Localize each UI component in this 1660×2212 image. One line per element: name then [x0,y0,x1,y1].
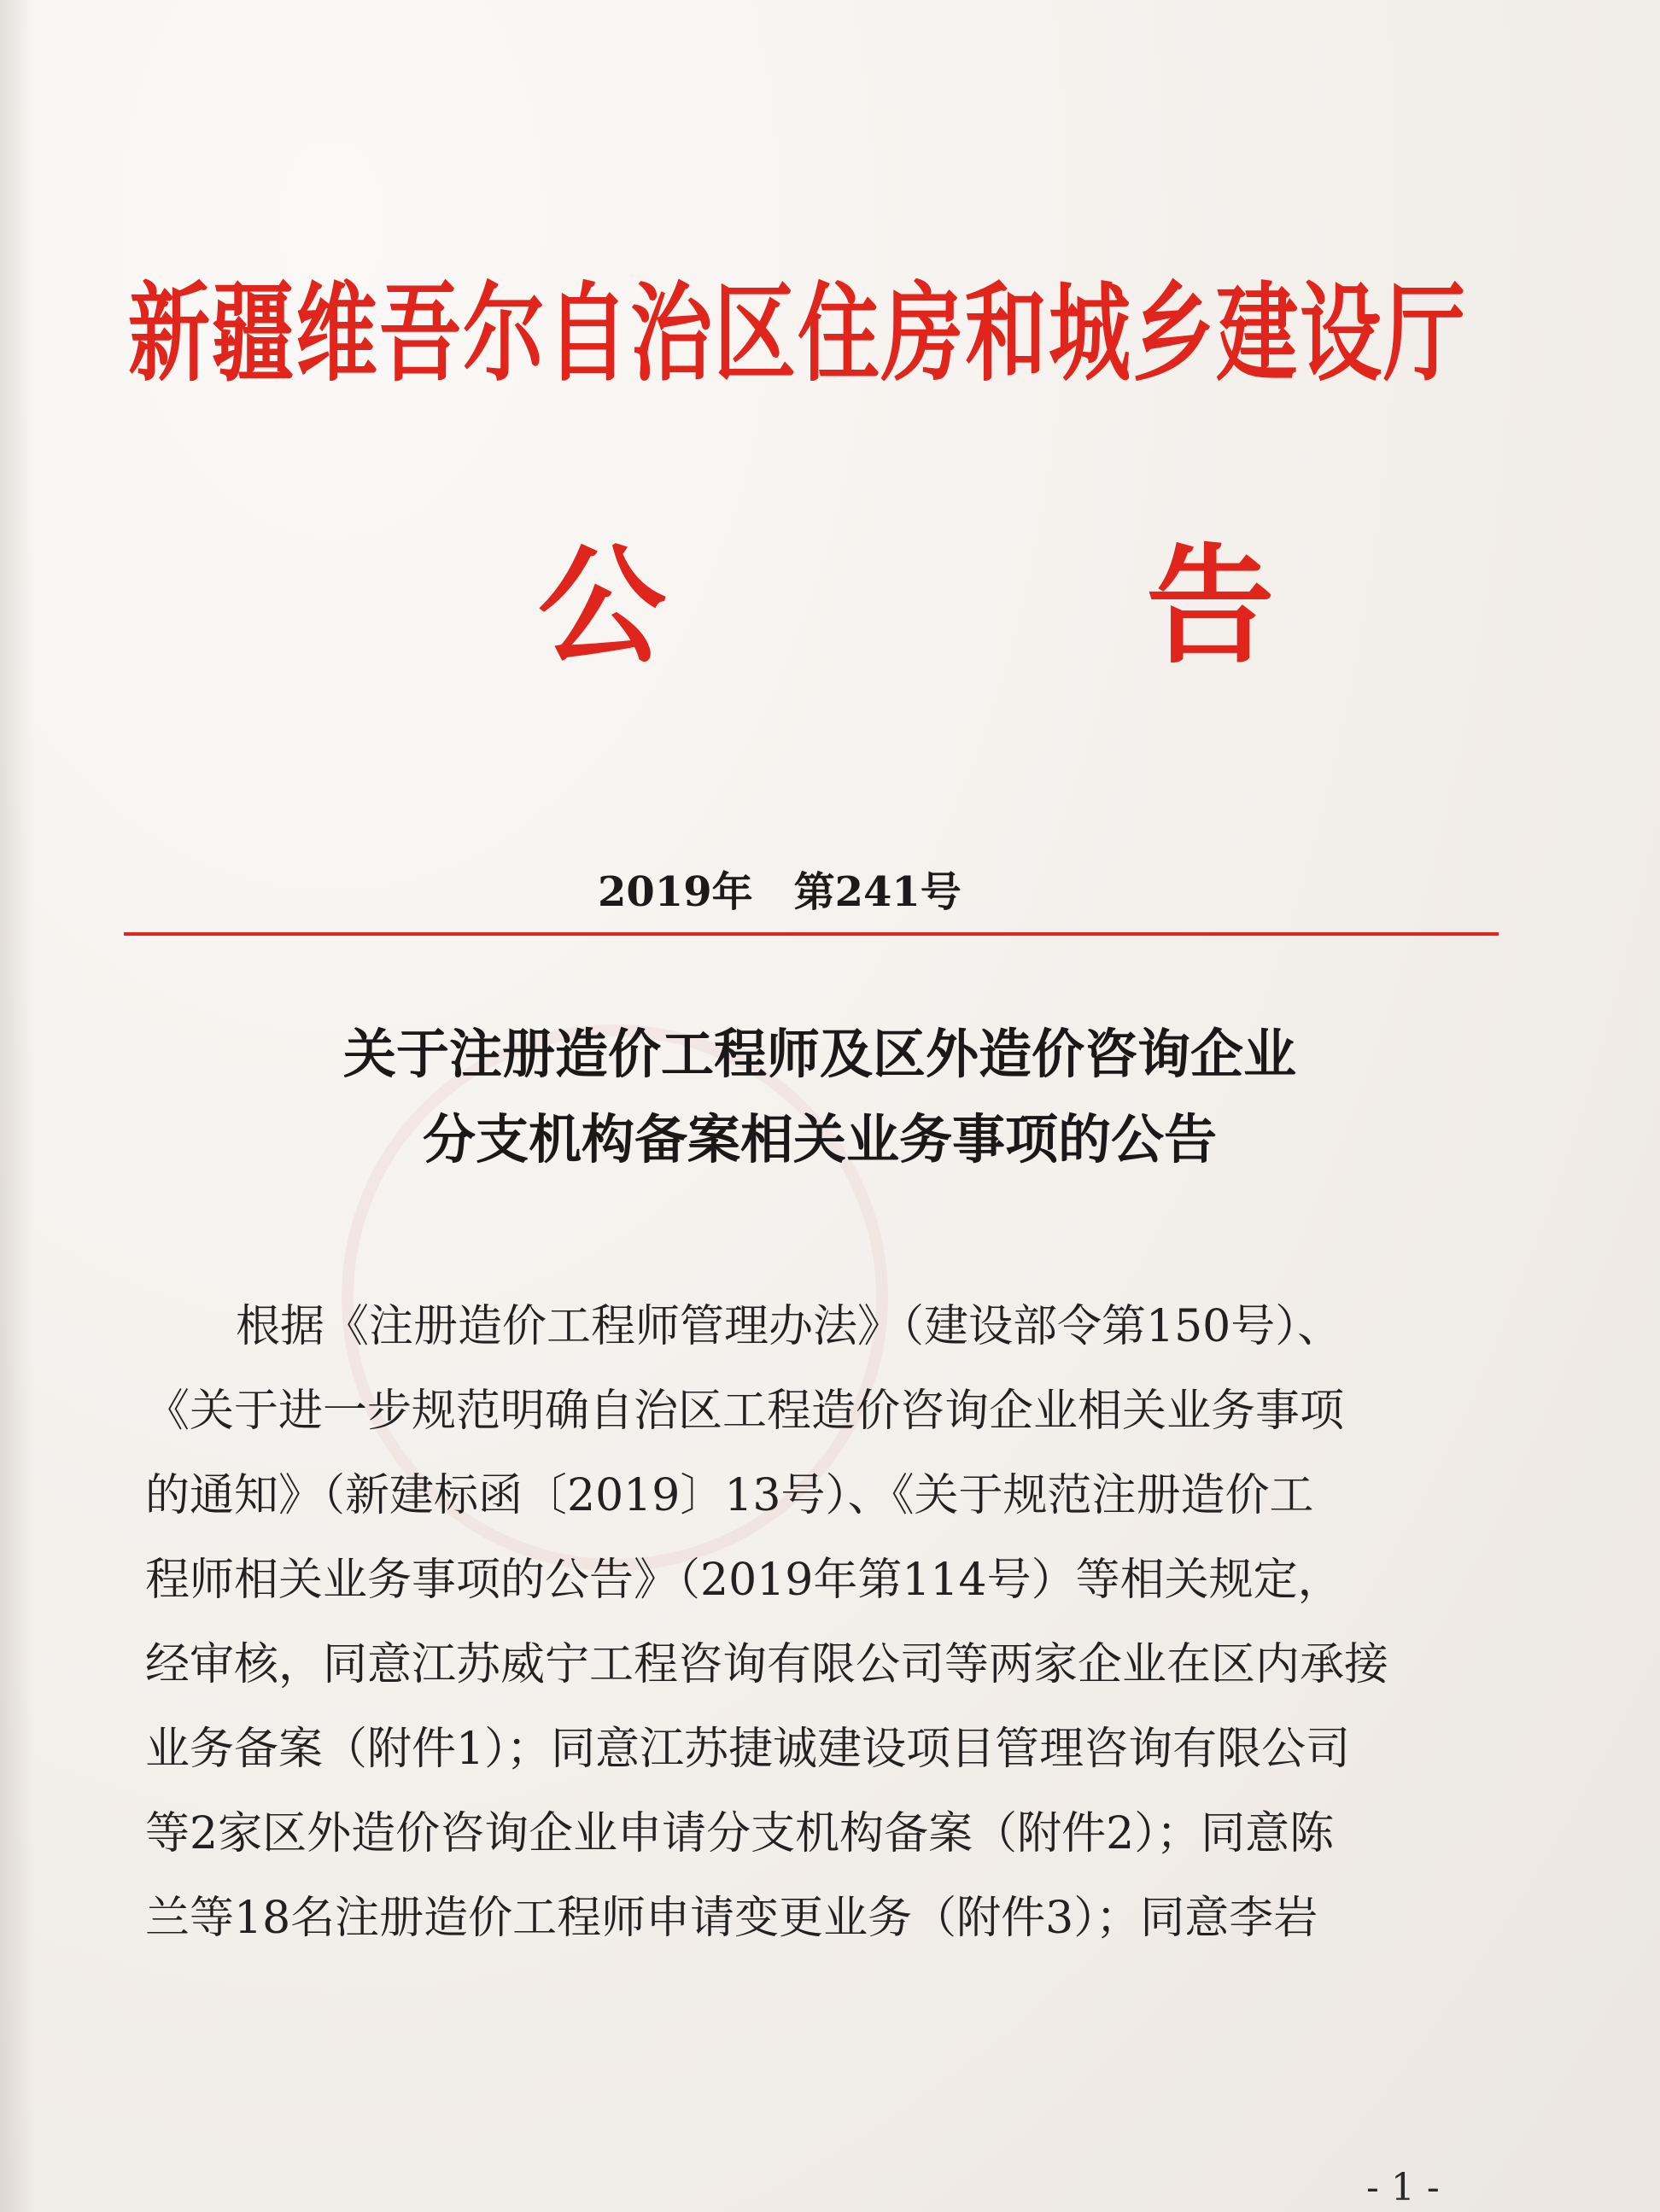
headline [137,1012,1503,1182]
page-edge-shadow [0,0,34,2212]
body-line: 等2家区外造价咨询企业申请分支机构备案（附件2）；同意陈 [145,1808,1335,1859]
bleed-through-line [427,205,1537,256]
doc-number: 2019年 第241号 [598,868,962,916]
body-line: 的通知》（新建标函〔2019〕13号）、《关于规范注册造价工 [145,1470,1314,1521]
page-number: - 1 - [1366,2166,1440,2209]
agency-title: 新疆维吾尔自治区住房和城乡建设厅 [128,270,1467,396]
headline-line: 关于注册造价工程师及区外造价咨询企业 [342,1023,1296,1085]
body-line: 业务备案（附件1）；同意江苏捷诚建设项目管理咨询有限公司 [145,1724,1351,1775]
headline-line: 分支机构备案相关业务事项的公告 [422,1108,1217,1170]
body-line: 《关于进一步规范明确自治区工程造价咨询企业相关业务事项 [145,1386,1345,1437]
body-line: 兰等18名注册造价工程师申请变更业务（附件3）；同意李岩 [145,1893,1318,1944]
body-line: 根据《注册造价工程师管理办法》（建设部令第150号）、 [236,1301,1342,1352]
notice-label: 公 告 [538,531,1420,681]
red-divider-line [124,932,1499,936]
body-text [145,1285,1477,1961]
body-line: 经审核，同意江苏威宁工程咨询有限公司等两家企业在区内承接 [145,1639,1389,1690]
body-line: 程师相关业务事项的公告》（2019年第114号）等相关规定， [145,1555,1342,1606]
